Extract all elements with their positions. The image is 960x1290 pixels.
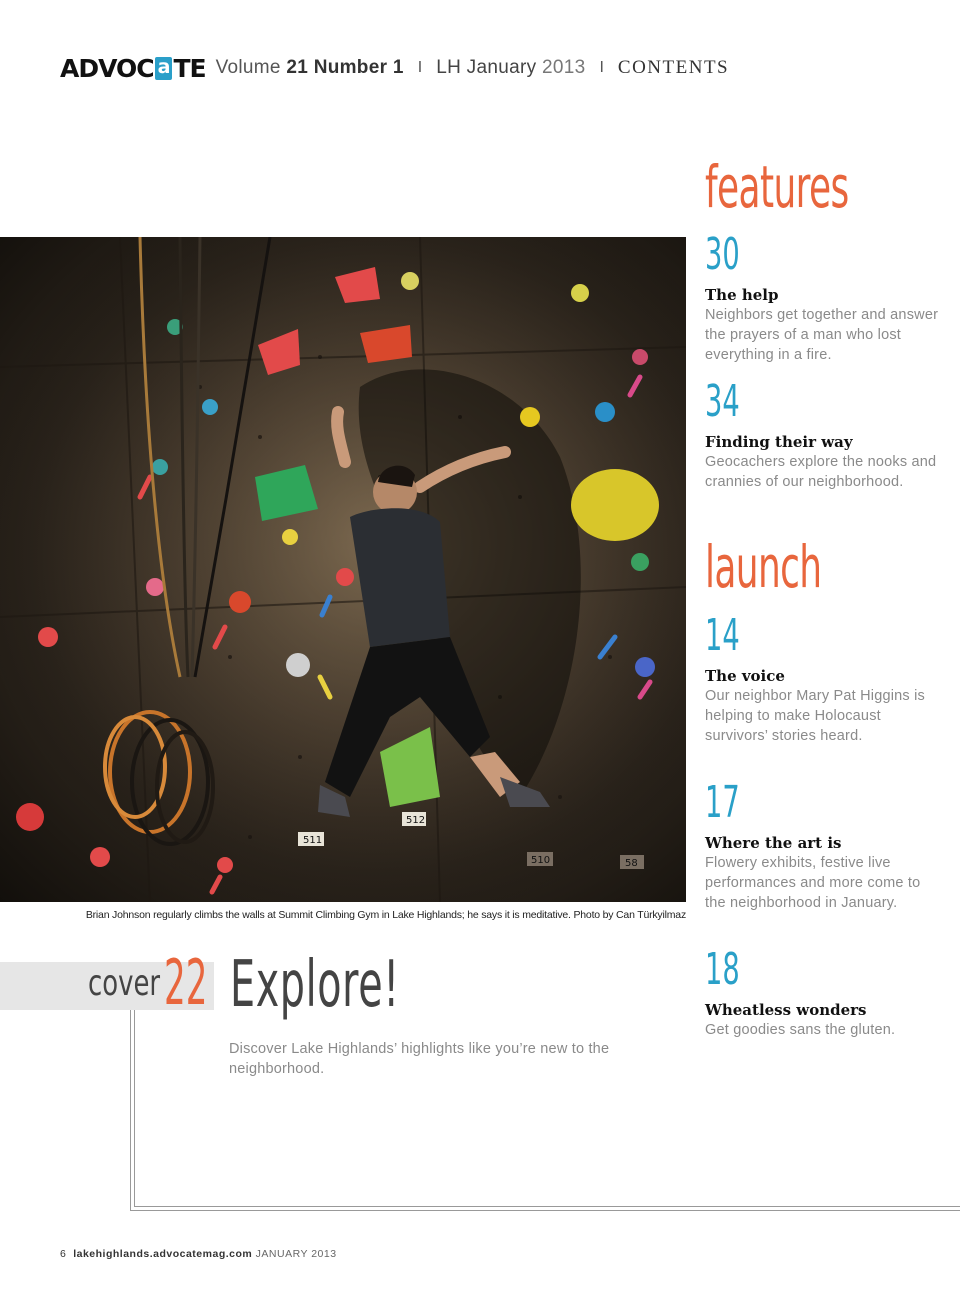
entry-description: Neighbors get together and answer the prayers of a man who lost everything in a fire.: [705, 307, 939, 363]
page-footer: [60, 1248, 337, 1260]
climbing-photo: [0, 237, 686, 902]
entry-description: Get goodies sans the gluten.: [705, 1022, 896, 1038]
page-number: 30: [705, 229, 740, 280]
entry-description: Our neighbor Mary Pat Higgins is helping to make Holocaust survivors’ stories heard.: [705, 688, 925, 744]
feature-entry[interactable]: [705, 376, 945, 492]
route-tag: 58: [625, 858, 638, 869]
volume-value: 21: [286, 57, 309, 78]
cover-description: Discover Lake Highlands’ highlights like you’re new to the neighborhood.: [229, 1041, 610, 1077]
entry-title: Wheatless wonders: [705, 1001, 867, 1019]
masthead: [60, 52, 729, 84]
cover-page-number: 22: [164, 946, 208, 1019]
cover-title[interactable]: Explore!: [230, 948, 400, 1022]
page-number: 18: [705, 944, 740, 995]
issue-prefix: LH January: [436, 57, 537, 78]
footer-issue: JANUARY 2013: [255, 1248, 337, 1260]
features-heading: features: [705, 153, 849, 221]
entry-title: Where the art is: [705, 834, 842, 852]
header-separator: I: [417, 59, 423, 76]
logo-boxed-letter: a: [155, 57, 173, 80]
frame-line: [134, 1010, 135, 1206]
entry-title: Finding their way: [705, 433, 853, 451]
launch-entry[interactable]: [705, 944, 945, 1040]
feature-entry[interactable]: [705, 229, 945, 365]
advocate-logo: [60, 54, 206, 83]
frame-line: [130, 1210, 960, 1211]
logo-text-start: ADVOC: [60, 53, 154, 83]
entry-description: Geocachers explore the nooks and crannies of our neighborhood.: [705, 454, 937, 490]
section-label: CONTENTS: [617, 57, 730, 78]
route-tag: 512: [406, 815, 426, 826]
issue-date: [436, 57, 585, 79]
header-separator: I: [599, 59, 604, 76]
volume-label: Volume: [215, 57, 281, 78]
volume-number: [216, 57, 404, 79]
launch-entry[interactable]: [705, 610, 945, 746]
issue-year: 2013: [541, 57, 586, 78]
entry-description: Flowery exhibits, festive live performances and more come to the neighborhood in January.: [705, 855, 921, 911]
cover-label: cover: [88, 963, 161, 1004]
entry-title: The help: [705, 286, 779, 304]
launch-entry[interactable]: [705, 777, 945, 913]
page-number: 34: [705, 376, 740, 427]
photo-caption: Brian Johnson regularly climbs the walls at Summit Climbing Gym in Lake Highlands; he says it is meditative. Photo by Can Türkyilmaz: [85, 909, 686, 921]
logo-text-end: TE: [173, 53, 206, 83]
entry-title: The voice: [705, 667, 785, 685]
route-tag: 511: [303, 835, 323, 846]
number-label: Number: [313, 57, 388, 78]
launch-heading: launch: [705, 533, 822, 601]
frame-line: [130, 1010, 131, 1210]
number-value: 1: [392, 57, 404, 78]
page-number: 14: [705, 610, 740, 661]
footer-page-number: 6: [60, 1248, 67, 1260]
route-tag: 510: [531, 855, 551, 866]
climbing-wall-illustration: [0, 237, 686, 902]
page-number: 17: [705, 777, 740, 828]
frame-line: [134, 1206, 960, 1207]
footer-site-link[interactable]: lakehighlands.advocatemag.com: [73, 1248, 253, 1260]
